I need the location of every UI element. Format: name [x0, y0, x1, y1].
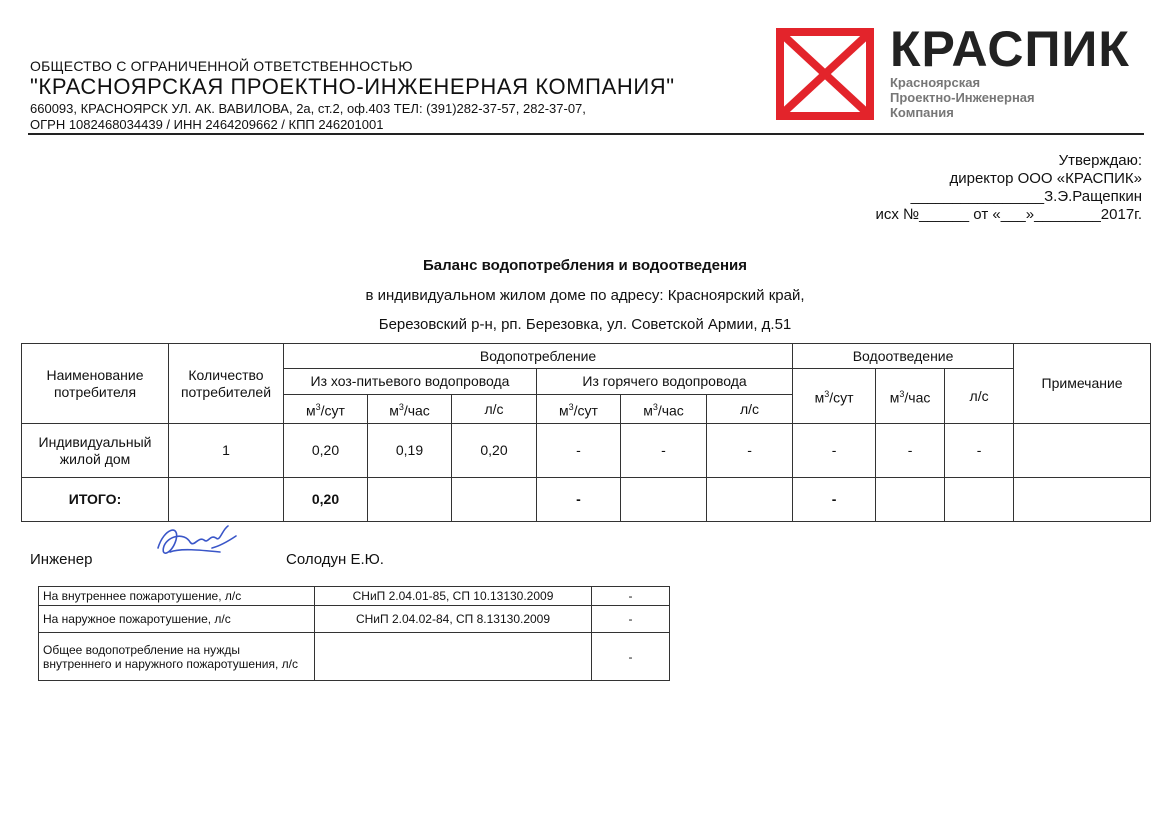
total-label: ИТОГО:: [22, 478, 169, 522]
approval-outgoing-number: исх №______ от «___»________2017г.: [875, 206, 1142, 223]
disposal-day-value: -: [793, 424, 876, 478]
logo-subtitle-line: Проектно-Инженерная: [890, 90, 1035, 105]
cold-day-value: 0,20: [284, 424, 368, 478]
table-row: [39, 606, 670, 633]
header-count: Количество потребителей: [169, 344, 284, 424]
approval-position: директор ООО «КРАСПИК»: [949, 170, 1142, 187]
water-balance-table: [21, 343, 1151, 522]
unit-disposal-hour: $м^3$/час: [876, 369, 945, 424]
logo-subtitle-line: Красноярская: [890, 75, 981, 90]
note-value: [1014, 424, 1151, 478]
hot-day-value: -: [537, 424, 621, 478]
total-count: [169, 478, 284, 522]
unit-hot-hour: $м^3$/час: [621, 395, 707, 424]
table-row: [39, 633, 670, 681]
approval-block: [875, 152, 1142, 224]
total-hot-hour: [621, 478, 707, 522]
unit-hot-ls: л/с: [707, 395, 793, 424]
org-registration: ОГРН 1082468034439 / ИНН 2464209662 / КПП 246201001: [30, 117, 384, 132]
fire-row-value: -: [592, 606, 670, 633]
unit-cold-hour: $м^3$/час: [368, 395, 452, 424]
total-cold-hour: [368, 478, 452, 522]
header-divider: [28, 133, 1144, 135]
document-title: Баланс водопотребления и водоотведения: [423, 257, 747, 274]
consumer-count: 1: [169, 424, 284, 478]
total-disposal-day: -: [793, 478, 876, 522]
document-subtitle: в индивидуальном жилом доме по адресу: Красноярский край,: [365, 287, 805, 304]
fire-row-name: На наружное пожаротушение, л/с: [39, 606, 315, 633]
company-logo-icon: [776, 28, 874, 120]
total-cold-day: 0,20: [284, 478, 368, 522]
signature-icon: [150, 518, 242, 566]
unit-hot-day: $м^3$/сут: [537, 395, 621, 424]
disposal-hour-value: -: [876, 424, 945, 478]
table-row: [22, 424, 1151, 478]
table-total-row: [22, 478, 1151, 522]
table-row: [39, 587, 670, 606]
header-disposal: Водоотведение: [793, 344, 1014, 369]
total-note: [1014, 478, 1151, 522]
total-disposal-hour: [876, 478, 945, 522]
org-legal-form: ОБЩЕСТВО С ОГРАНИЧЕННОЙ ОТВЕТСТВЕННОСТЬЮ: [30, 58, 413, 74]
total-hot-day: -: [537, 478, 621, 522]
total-disposal-ls: [945, 478, 1014, 522]
engineer-label: Инженер: [30, 551, 93, 568]
logo-subtitle-line: Компания: [890, 105, 954, 120]
org-name: "КРАСНОЯРСКАЯ ПРОЕКТНО-ИНЖЕНЕРНАЯ КОМПАНИЯ": [30, 74, 675, 99]
cold-ls-value: 0,20: [452, 424, 537, 478]
unit-disposal-day: $м^3$/сут: [793, 369, 876, 424]
consumer-name: Индивидуальный жилой дом: [22, 424, 169, 478]
logo-subtitle: [890, 75, 1035, 120]
fire-row-value: -: [592, 587, 670, 606]
org-address: 660093, КРАСНОЯРСК УЛ. АК. ВАВИЛОВА, 2а, ст.2, оф.403 ТЕЛ: (391)282-37-57, 282-37-07,: [30, 101, 586, 116]
approval-heading: Утверждаю:: [1058, 152, 1142, 169]
total-hot-ls: [707, 478, 793, 522]
header-consumer: Наименование потребителя: [22, 344, 169, 424]
header-consumption: Водопотребление: [284, 344, 793, 369]
unit-disposal-ls: л/с: [945, 369, 1014, 424]
fire-row-name: На внутреннее пожаротушение, л/с: [39, 587, 315, 606]
fire-fighting-table: [38, 586, 670, 681]
document-address: Березовский р-н, рп. Березовка, ул. Советской Армии, д.51: [378, 316, 792, 333]
total-cold-ls: [452, 478, 537, 522]
engineer-name: Солодун Е.Ю.: [286, 551, 384, 568]
logo-title: КРАСПИК: [890, 21, 1130, 77]
fire-row-norm: СНиП 2.04.02-84, СП 8.13130.2009: [315, 606, 592, 633]
hot-ls-value: -: [707, 424, 793, 478]
header-note: Примечание: [1014, 344, 1151, 424]
unit-cold-day: $м^3$/сут: [284, 395, 368, 424]
header-hot-water: Из горячего водопровода: [537, 369, 793, 395]
cold-hour-value: 0,19: [368, 424, 452, 478]
fire-row-norm: СНиП 2.04.01-85, СП 10.13130.2009: [315, 587, 592, 606]
fire-row-value: -: [592, 633, 670, 681]
approval-signatory: ________________З.Э.Ращепкин: [910, 188, 1142, 205]
fire-row-name: Общее водопотребление на нужды внутреннего и наружного пожаротушения, л/с: [39, 633, 315, 681]
hot-hour-value: -: [621, 424, 707, 478]
disposal-ls-value: -: [945, 424, 1014, 478]
fire-row-norm: [315, 633, 592, 681]
header-cold-water: Из хоз-питьевого водопровода: [284, 369, 537, 395]
unit-cold-ls: л/с: [452, 395, 537, 424]
